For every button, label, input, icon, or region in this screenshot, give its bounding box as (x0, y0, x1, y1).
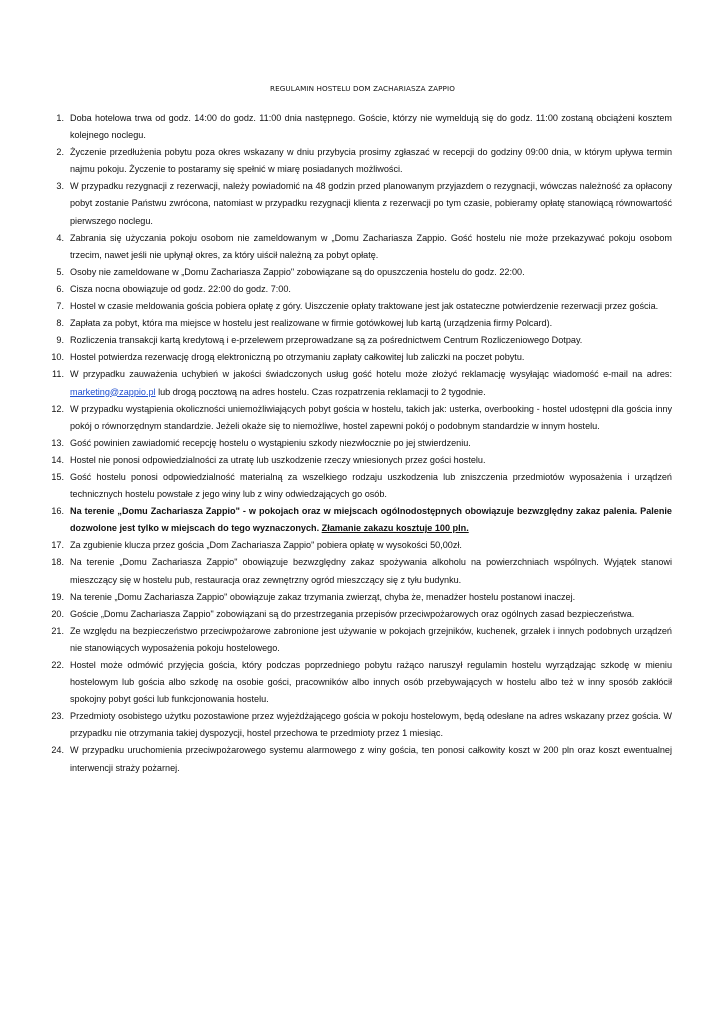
rule-number: 17. (51, 540, 64, 551)
rule-number: 12. (51, 403, 64, 414)
rule-number: 4. (56, 232, 64, 243)
rule-item (0, 281, 725, 298)
email-link[interactable]: marketing@zappio.pl (70, 386, 156, 397)
rule-number: 24. (51, 745, 64, 756)
rule-text: Hostel może odmówić przyjęcia gościa, który podczas poprzedniego pobytu rażąco naruszył regulamin hostelu wyrządzając szkodę w mieniu hostelowym lub gościa albo szkodę na osobie gości, pracowników albo innych osób przebywających w hostelu albo też w inny sposób zakłócił spokojny pobyt gości lub funkcjonowania hostelu. (70, 660, 672, 705)
smoking-ban-text: Na terenie „Domu Zachariasza Zappio" - w pokojach oraz w miejscach ogólnodostępnych obowiązuje bezwzględny zakaz palenia. Palenie dozwolone jest tylko w miejscach do tego wyznaczonych. (70, 506, 672, 534)
rule-text: Za zgubienie klucza przez gościa „Dom Zachariasza Zappio" pobiera opłatę w wysokości 50,00zł. (70, 540, 462, 551)
rule-number: 23. (51, 711, 64, 722)
rule-number: 2. (56, 147, 64, 158)
rule-number: 18. (51, 557, 64, 568)
rule-item (0, 657, 725, 708)
rule-text: Gość powinien zawiadomić recepcję hostelu o wystąpieniu szkody niezwłocznie po jej stwierdzeniu. (70, 437, 471, 448)
rules-list (0, 110, 725, 777)
rule-text: W przypadku rezygnacji z rezerwacji, należy powiadomić na 48 godzin przed planowanym przyjazdem o rezygnacji, wówczas należność za opłacony pobyt zostanie Państwu zwrócona, natomiast w przypadku rezygnacji klienta z rezerwacji po tym czasie, pobieramy opłatę stanowiącą równowartość pierwszego noclegu. (70, 181, 672, 226)
rule-text: Rozliczenia transakcji kartą kredytową i e-przelewem przeprowadzane są za pośrednictwem Centrum Rozliczeniowego Dotpay. (70, 335, 583, 346)
rule-number: 15. (51, 471, 64, 482)
rule-number: 20. (51, 608, 64, 619)
rule-item (0, 178, 725, 229)
rule-item (0, 742, 725, 776)
rule-text: Cisza nocna obowiązuje od godz. 22:00 do godz. 7:00. (70, 283, 291, 294)
rule-text: W przypadku wystąpienia okoliczności uniemożliwiających pobyt gościa w hostelu, takich jak: usterka, overbooking - hostel udostępni dla gościa inny pokój o równorzędnym standardzie. Jeżeli okaże się to niemożliwe, hostel zapewni pokój o podobnym standardzie w innym hostelu. (70, 403, 672, 431)
rule-text: W przypadku uruchomienia przeciwpożarowego systemu alarmowego z winy gościa, ten ponosi całkowity koszt w 200 pln oraz koszt ewentualnej interwencji straży pożarnej. (70, 745, 672, 773)
rule-text: Zapłata za pobyt, która ma miejsce w hostelu jest realizowane w firmie gotówkowej lub kartą (urządzenia firmy Polcard). (70, 318, 553, 329)
rule-text (70, 506, 672, 533)
rule-item (0, 298, 725, 315)
rule-item (0, 315, 725, 332)
rule-text: Osoby nie zameldowane w „Domu Zachariasza Zappio" zobowiązane są do opuszczenia hostelu do godz. 22:00. (70, 266, 525, 277)
rule-text-before: W przypadku zauważenia uchybień w jakości świadczonych usług gość hotelu może złożyć reklamację wysyłając wiadomość e-mail na adres: (70, 369, 672, 380)
rule-number: 22. (51, 660, 64, 670)
rule-number: 6. (56, 283, 64, 294)
rule-number: 5. (56, 266, 64, 277)
rule-item (0, 435, 725, 452)
rule-text: Doba hotelowa trwa od godz. 14:00 do godz. 11:00 dnia następnego. Goście, którzy nie wymeldują się do godz. 11:00 zostaną obciążeni kosztem kolejnego noclegu. (70, 113, 672, 141)
rule-text: Życzenie przedłużenia pobytu poza okres wskazany w dniu przybycia prosimy zgłaszać w recepcji do godziny 09:00 dnia, w którym upływa termin najmu pokoju. Życzenie to postaramy się spełnić w miarę posiadanych możliwości. (70, 147, 672, 175)
rule-number: 19. (51, 591, 64, 602)
rule-text-after: lub drogą pocztową na adres hostelu. Czas rozpatrzenia reklamacji to 2 tygodnie. (155, 386, 486, 397)
rule-text: Zabrania się użyczania pokoju osobom nie zameldowanym w „Domu Zachariasza Zappio. Gość hostelu nie może przekazywać pokoju osobom trzecim, nawet jeśli nie upłynął okres, za który uiścił należną za pobyt opłatę. (70, 232, 672, 260)
rule-text: Na terenie „Domu Zachariasza Zappio" obowiązuje zakaz trzymania zwierząt, chyba że, menadżer hostelu postanowi inaczej. (70, 591, 576, 602)
rule-item (0, 110, 725, 144)
rule-item (0, 144, 725, 178)
rule-text: Hostel potwierdza rezerwację drogą elektroniczną po otrzymaniu zapłaty całkowitej lub zaliczki na poczet pobytu. (70, 352, 525, 363)
rule-number: 13. (51, 437, 64, 448)
rule-item (0, 469, 725, 503)
document-title: REGULAMIN HOSTELU DOM ZACHARIASZA ZAPPIO (270, 84, 455, 93)
rule-text (70, 369, 672, 396)
rule-text: Ze względu na bezpieczeństwo przeciwpożarowe zabronione jest używanie w pokojach grzejników, kuchenek, grzałek i innych podobnych urządzeń nie stanowiących wyposażenia pokoju hostelowego. (70, 625, 672, 653)
rule-item (0, 708, 725, 742)
rule-item (0, 401, 725, 435)
rule-number: 16. (51, 506, 64, 517)
rule-item (0, 230, 725, 264)
rule-item (0, 537, 725, 554)
rule-number: 11. (52, 369, 64, 380)
rule-item (0, 264, 725, 281)
rule-item (0, 554, 725, 588)
rule-item (0, 366, 725, 400)
rule-number: 1. (56, 113, 64, 123)
rule-number: 7. (56, 301, 64, 312)
rule-text: Na terenie „Domu Zachariasza Zappio" obowiązuje bezwzględny zakaz spożywania alkoholu na powierzchniach wspólnych. Wyjątek stanowi mieszczący się w hostelu pub, restauracja oraz zewnętrzny ogród mieszczący się z tyłu budynku. (70, 557, 672, 585)
rule-item (0, 349, 725, 366)
rule-text: Goście „Domu Zachariasza Zappio" zobowiązani są do przestrzegania przepisów przeciwpożarowych oraz ogólnych zasad bezpieczeństwa. (70, 608, 635, 619)
rule-item (0, 589, 725, 606)
rule-number: 8. (56, 318, 64, 329)
rule-number: 10. (51, 352, 64, 363)
rule-number: 9. (56, 335, 64, 346)
rule-number: 3. (56, 181, 64, 192)
rule-item (0, 452, 725, 469)
rule-item (0, 332, 725, 349)
rule-text: Przedmioty osobistego użytku pozostawione przez wyjeżdżającego gościa w pokoju hostelowym, będą odesłane na adres wskazany przez gościa. W przypadku nie otrzymania takiej dyspozycji, hostel przechowa te przedmioty przez 1 miesiąc. (70, 711, 672, 739)
rule-number: 21. (51, 625, 64, 636)
rule-text: Hostel w czasie meldowania gościa pobiera opłatę z góry. Uiszczenie opłaty traktowane jest jak ostateczne potwierdzenie rezerwacji przez gościa. (70, 301, 659, 312)
rule-item (0, 623, 725, 657)
rule-number: 14. (51, 454, 64, 465)
rule-item (0, 503, 725, 537)
rule-text: Gość hostelu ponosi odpowiedzialność materialną za wszelkiego rodzaju uszkodzenia lub zniszczenia przedmiotów wyposażenia i urządzeń technicznych hostelu powstałe z jego winy lub z winy odwiedzających go osób. (70, 471, 672, 500)
rule-text: Hostel nie ponosi odpowiedzialności za utratę lub uszkodzenie rzeczy wniesionych przez gości hostelu. (70, 454, 486, 465)
smoking-fine-text: Złamanie zakazu kosztuje 100 pln. (321, 523, 469, 534)
rule-item (0, 606, 725, 623)
